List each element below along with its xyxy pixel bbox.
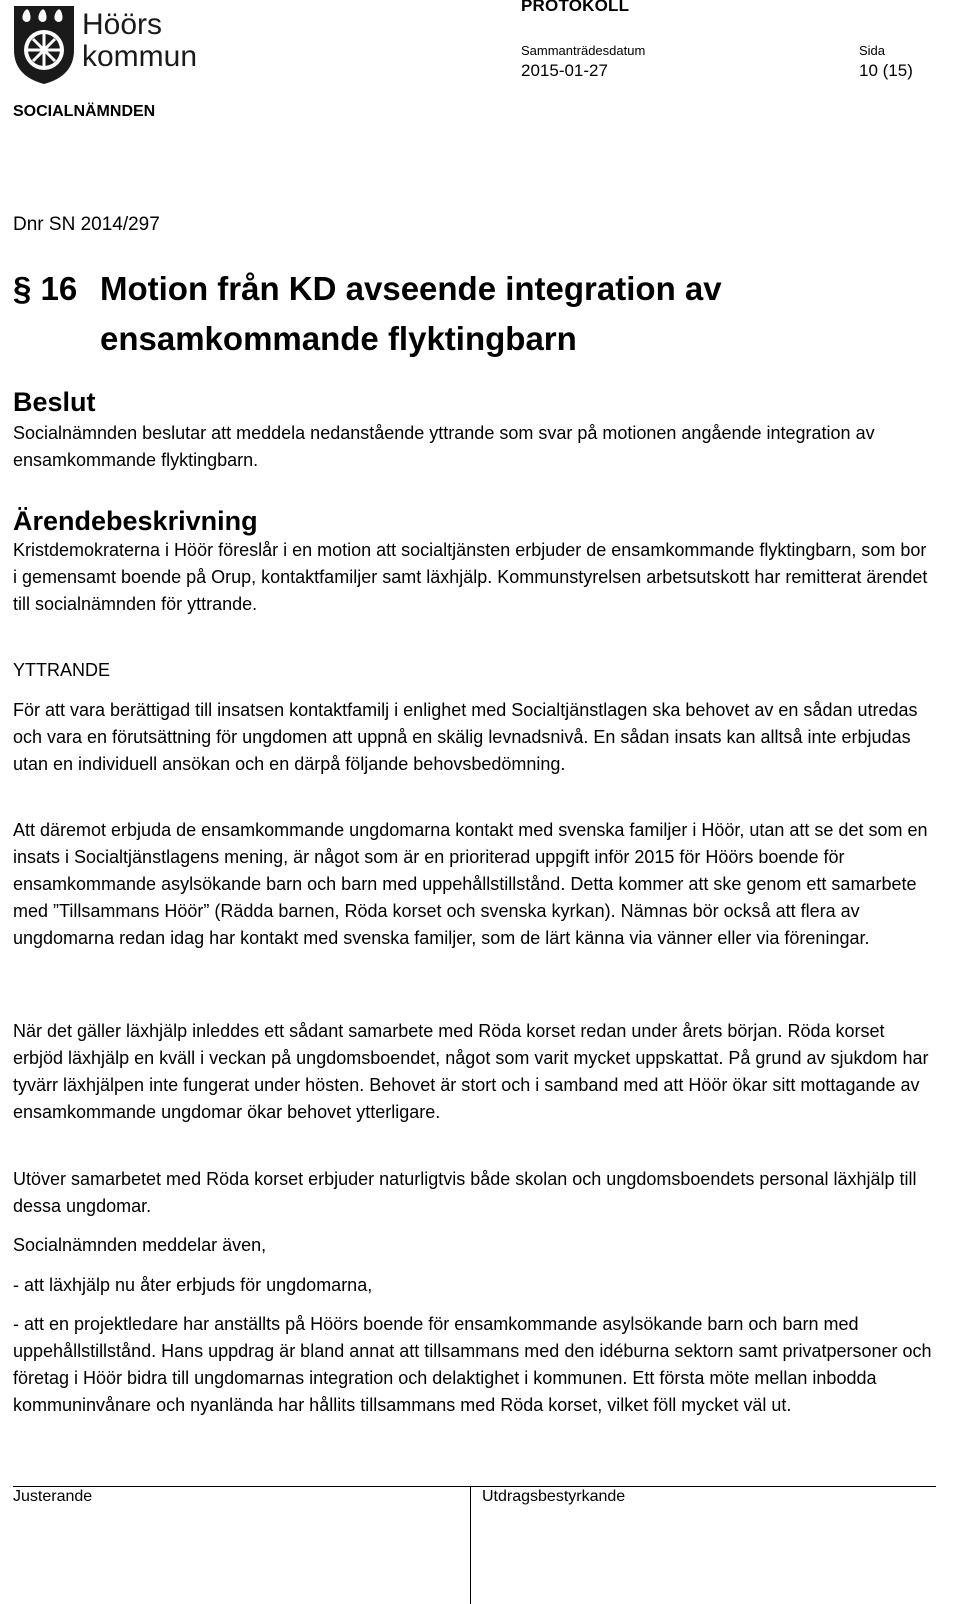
logo-text-line1: Höörs [82,8,163,41]
justerande-label: Justerande [13,1488,93,1505]
arende-heading: Ärendebeskrivning [13,506,258,536]
page-label: Sida [859,43,886,58]
municipality-logo [12,4,222,86]
document-type: PROTOKOLL [521,0,630,15]
yttrande-label: YTTRANDE [13,660,111,680]
coat-of-arms-icon [12,4,222,86]
paragraph: När det gäller läxhjälp inleddes ett sådant samarbete med Röda korset redan under årets början. Röda korset erbjöd läxhjälp en kväll i veckan på ungdomsboendet, något som varit mycket uppskattat. På grund av sjukdom har tyvärr läxhjälpen inte fungerat under hösten. Behovet är stort och i samband med att Höör ökar sitt mottagande av ensamkommande ungdomar ökar behovet ytterligare. [13,1021,929,1122]
paragraph: Utöver samarbetet med Röda korset erbjuder naturligtvis både skolan och ungdomsboendets personal läxhjälp till dessa ungdomar. [13,1169,917,1216]
utdragsbestyrkande-label: Utdragsbestyrkande [482,1488,626,1505]
footer-divider-line [13,1486,936,1487]
case-number: Dnr SN 2014/297 [13,214,160,235]
logo-text-line2: kommun [82,40,198,73]
organization-name: SOCIALNÄMNDEN [13,103,156,120]
paragraph: Att däremot erbjuda de ensamkommande ungdomarna kontakt med svenska familjer i Höör, utan att se det som en insats i Socialtjänstlagens mening, är något som är en prioriterad uppgift inför 2015 för Höörs boende för ensamkommande asylsökande barn och barn med uppehållstillstånd. Detta kommer att ske genom ett samarbete med ”Tillsammans Höör” (Rädda barnen, Röda korset och svenska kyrkan). Nämnas bör också att flera av ungdomarna redan idag har kontakt med svenska familjer, som de lärt känna via vänner eller via föreningar. [13,820,928,948]
paragraph: För att vara berättigad till insatsen kontaktfamilj i enlighet med Socialtjänstlagen ska behovet av en sådan utredas och vara en förutsättning för ungdomen att uppnå en skälig levnadsnivå. En sådan insats kan alltså inte erbjudas utan en individuell ansökan och en därpå följande behovsbedömning. [13,700,918,774]
paragraph: Socialnämnden meddelar även, [13,1235,267,1255]
page-title: Motion från KD avseende integration av ensamkommande flyktingbarn [100,270,722,357]
beslut-heading: Beslut [13,387,96,417]
beslut-text: Socialnämnden beslutar att meddela nedanstående yttrande som svar på motionen angående integration av ensamkommande flyktingbarn. [13,423,875,470]
meeting-date: 2015-01-27 [521,61,608,80]
footer-vertical-divider [470,1486,471,1604]
page-number: 10 (15) [859,61,913,80]
paragraph: - att läxhjälp nu åter erbjuds för ungdomarna, [13,1275,373,1295]
meeting-date-label: Sammanträdesdatum [521,43,646,58]
section-number: § 16 [13,270,78,307]
paragraph: - att en projektledare har anställts på Höörs boende för ensamkommande asylsökande barn och barn med uppehållstillstånd. Hans uppdrag är bland annat att tillsammans med den idéburna sektorn samt privatpersoner och företag i Höör bidra till ungdomarnas integration och delaktighet i kommunen. Ett första möte mellan inbodda kommuninvånare och nyanlända har hållits tillsammans med Röda korset, vilket föll mycket väl ut. [13,1314,932,1415]
arende-text: Kristdemokraterna i Höör föreslår i en motion att socialtjänsten erbjuder de ensamkommande flyktingbarn, som bor i gemensamt boende på Orup, kontaktfamiljer samt läxhjälp. Kommunstyrelsen arbetsutskott har remitterat ärendet till socialnämnden för yttrande. [13,540,928,614]
